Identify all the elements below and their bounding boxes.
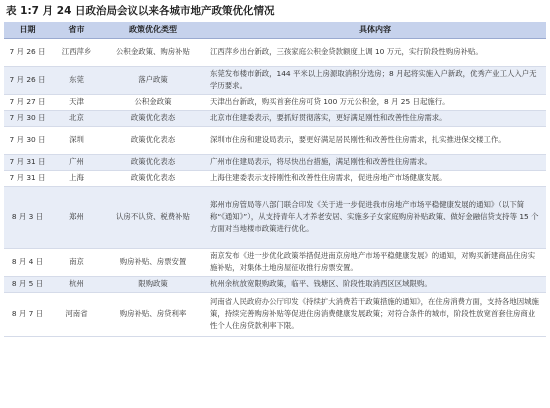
row-city: 北京 [51, 110, 102, 126]
row-policy-type: 政策优化表态 [102, 170, 204, 186]
row-date: 7 月 30 日 [4, 126, 51, 154]
row-content: 广州市住建局表示，将尽快出台措施，满足刚性和改善性住房需求。 [204, 154, 546, 170]
row-date: 7 月 31 日 [4, 170, 51, 186]
row-content: 河南省人民政府办公厅印发《持续扩大消费若干政策措施的通知》，在住房消费方面，支持各地因城施策，持续完善购房补贴等促进住房消费健康发展政策；对符合条件的城市，阶段性放宽首套住房商业性个人住房贷款利率下限。 [204, 292, 546, 336]
row-date: 8 月 7 日 [4, 292, 51, 336]
row-date: 7 月 31 日 [4, 154, 51, 170]
policy-table [4, 22, 546, 337]
row-date: 8 月 4 日 [4, 248, 51, 276]
row-city: 东莞 [51, 66, 102, 94]
row-date: 7 月 26 日 [4, 38, 51, 66]
header-content: 具体内容 [204, 22, 546, 38]
row-city: 上海 [51, 170, 102, 186]
row-content: 江西萍乡出台新政，三孩家庭公积金贷款额度上调 10 万元，实行阶段性购房补贴。 [204, 38, 546, 66]
table-body [4, 38, 546, 336]
row-city: 天津 [51, 94, 102, 110]
row-policy-type: 认房不认贷、税费补贴 [102, 186, 204, 248]
row-content: 南京发布《进一步优化政策举措促进南京房地产市场平稳健康发展》的通知，对购买新建商品住房实施补贴，对集体土地房屋征收推行房票安置。 [204, 248, 546, 276]
row-content: 上海住建委表示支持刚性和改善性住房需求，促进房地产市场健康发展。 [204, 170, 546, 186]
table-title: 表 1:7 月 24 日政治局会议以来各城市地产政策优化情况 [6, 5, 275, 17]
table-row [4, 154, 546, 170]
row-policy-type: 政策优化表态 [102, 110, 204, 126]
header-city: 省市 [51, 22, 102, 38]
table-header-row [4, 22, 546, 38]
header-date: 日期 [4, 22, 51, 38]
row-policy-type: 政策优化表态 [102, 126, 204, 154]
row-content: 北京市住建委表示，要抓好贯彻落实，更好满足刚性和改善性住房需求。 [204, 110, 546, 126]
row-policy-type: 限购政策 [102, 276, 204, 292]
table-row [4, 110, 546, 126]
row-city: 江西萍乡 [51, 38, 102, 66]
row-content: 天津出台新政，购买首套住房可贷 100 万元公积金，8 月 25 日起施行。 [204, 94, 546, 110]
row-date: 7 月 27 日 [4, 94, 51, 110]
row-city: 郑州 [51, 186, 102, 248]
table-row [4, 38, 546, 66]
table-row [4, 186, 546, 248]
row-city: 深圳 [51, 126, 102, 154]
row-policy-type: 购房补贴、房票安置 [102, 248, 204, 276]
row-date: 7 月 26 日 [4, 66, 51, 94]
row-city: 河南省 [51, 292, 102, 336]
table-row [4, 292, 546, 336]
row-policy-type: 公积金政策 [102, 94, 204, 110]
row-date: 8 月 5 日 [4, 276, 51, 292]
row-city: 广州 [51, 154, 102, 170]
row-content: 东莞发布楼市新政，144 平米以上房源取消积分选房；8 月起将实施入户新政，优秀产业工人入户无学历要求。 [204, 66, 546, 94]
row-policy-type: 购房补贴、房贷利率 [102, 292, 204, 336]
row-content: 杭州余杭放宽限购政策，临平、钱塘区、阶段性取消西区区域限购。 [204, 276, 546, 292]
table-row [4, 66, 546, 94]
row-policy-type: 公积金政策、购房补贴 [102, 38, 204, 66]
table-row [4, 248, 546, 276]
table-row [4, 276, 546, 292]
row-city: 南京 [51, 248, 102, 276]
row-content: 郑州市房管局等八部门联合印发《关于进一步促进我市房地产市场平稳健康发展的通知》（以下简称“《通知》”），从支持青年人才养老安居、实施多子女家庭购房补贴政策、做好金融信贷支持等 15 个方面对当地楼市政策进行优化。 [204, 186, 546, 248]
row-date: 8 月 3 日 [4, 186, 51, 248]
row-policy-type: 政策优化表态 [102, 154, 204, 170]
header-policy-type: 政策优化类型 [102, 22, 204, 38]
table-row [4, 170, 546, 186]
row-content: 深圳市住房和建设局表示，要更好满足居民刚性和改善性住房需求，扎实推进保交楼工作。 [204, 126, 546, 154]
row-date: 7 月 30 日 [4, 110, 51, 126]
table-row [4, 126, 546, 154]
table-row [4, 94, 546, 110]
row-city: 杭州 [51, 276, 102, 292]
row-policy-type: 落户政策 [102, 66, 204, 94]
